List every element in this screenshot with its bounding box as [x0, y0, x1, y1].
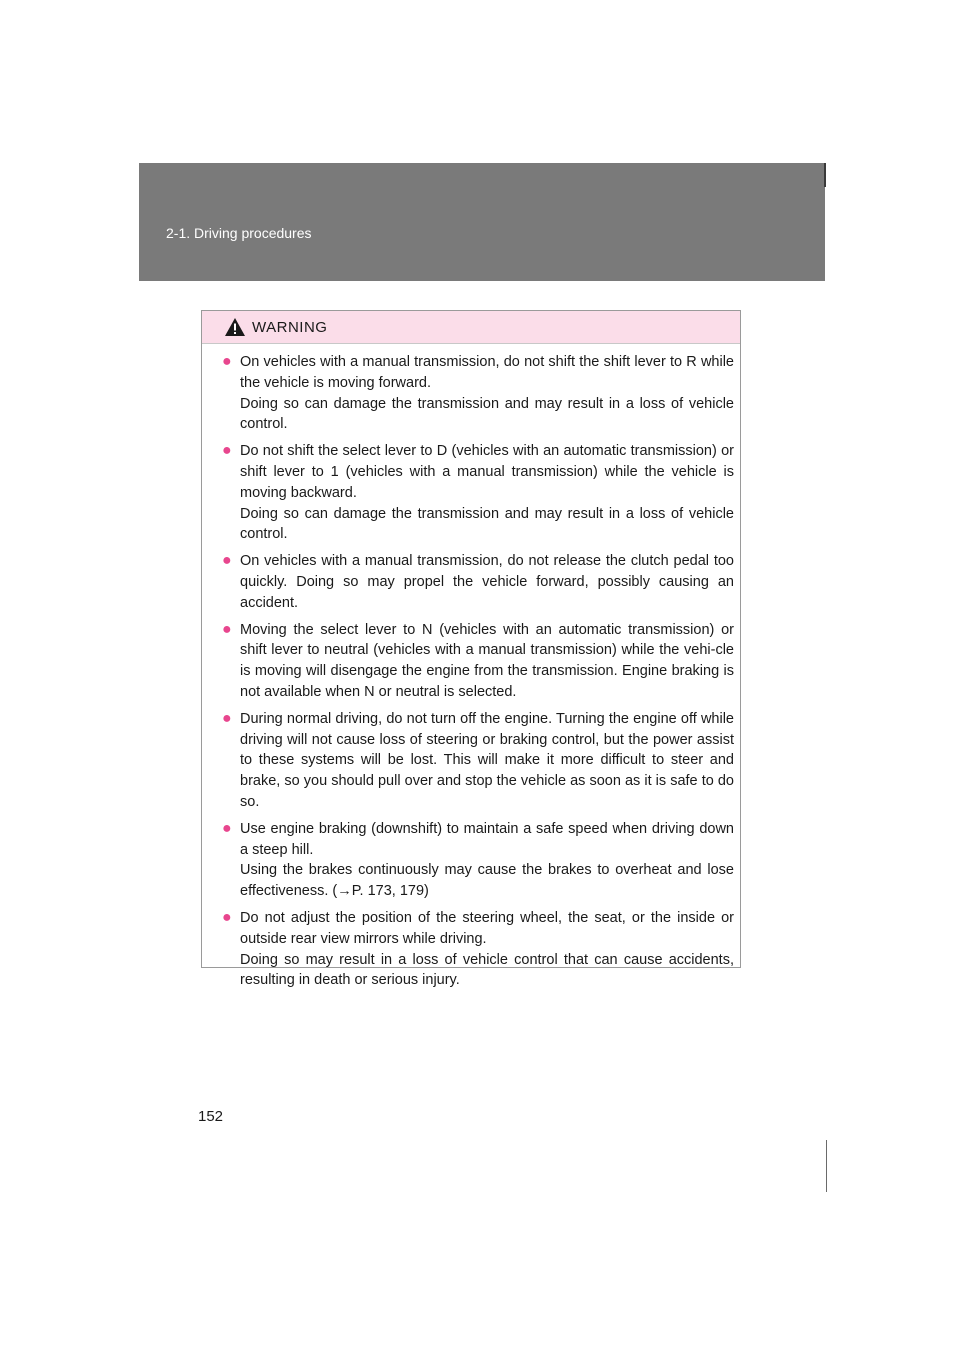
warning-list — [202, 344, 740, 991]
warning-item-text: Moving the select lever to N (vehicles with an automatic transmission) or shift lever to neutral (vehicles with a manual transmission) while the vehi-cle is moving will disengage the engine from the transmission. Engine braking is not available when N or neutral is selected. — [240, 621, 734, 700]
circle-bullet-icon: ● — [222, 709, 232, 727]
warning-label: WARNING — [252, 319, 328, 336]
warning-item-text: Do not adjust the position of the steering wheel, the seat, or the inside or outside rear view mirrors while driving. — [240, 909, 734, 947]
warning-item-text: Do not shift the select lever to D (vehicles with an automatic transmission) or shift lever to 1 (vehicles with a manual transmission) while the vehicle is moving backward. — [240, 443, 734, 501]
warning-item-text: On vehicles with a manual transmission, do not release the clutch pedal too quickly. Doing so may propel the vehicle forward, possibly causing an accident. — [240, 553, 734, 611]
circle-bullet-icon: ● — [222, 442, 232, 460]
circle-bullet-icon: ● — [222, 353, 232, 370]
warning-item-text: Doing so can damage the transmission and may result in a loss of vehicle control. — [240, 395, 734, 433]
warning-item — [222, 352, 734, 435]
page-number: 152 — [198, 1108, 224, 1125]
section-header-band — [139, 163, 825, 281]
warning-item — [222, 620, 734, 703]
header-edge-tick — [824, 163, 826, 187]
circle-bullet-icon: ● — [222, 908, 232, 926]
margin-marker-line — [826, 1140, 827, 1192]
warning-triangle-icon — [224, 317, 246, 337]
warning-item-text: Doing so may result in a loss of vehicle control that can cause accidents, resulting in death or serious injury. — [240, 951, 734, 989]
warning-item-text: Doing so can damage the transmission and may result in a loss of vehicle control. — [240, 505, 734, 543]
circle-bullet-icon: ● — [222, 552, 232, 570]
section-title: 2-1. Driving procedures — [166, 225, 312, 241]
warning-box — [201, 310, 741, 989]
warning-item — [222, 819, 734, 902]
warning-header — [202, 311, 740, 344]
warning-item — [222, 908, 734, 991]
warning-item-text: On vehicles with a manual transmission, do not shift the shift lever to R while the vehicle is moving forward. — [240, 354, 734, 391]
circle-bullet-icon: ● — [222, 620, 232, 638]
warning-item — [222, 709, 734, 813]
warning-item — [222, 441, 734, 545]
warning-item-text: During normal driving, do not turn off the engine. Turning the engine off while driving will not cause loss of steering or braking control, but the power assist to these systems will be lost. This will make it more difficult to steer and brake, so you should pull over and stop the vehicle as soon as it is safe to do so. — [240, 710, 734, 810]
circle-bullet-icon: ● — [222, 819, 232, 837]
warning-item — [222, 551, 734, 613]
warning-item-text: Use engine braking (downshift) to maintain a safe speed when driving down a steep hill. — [240, 820, 734, 858]
warning-item-text: Using the brakes continuously may cause the brakes to overheat and lose effectiveness. (→P. 173, 179) — [240, 862, 734, 900]
